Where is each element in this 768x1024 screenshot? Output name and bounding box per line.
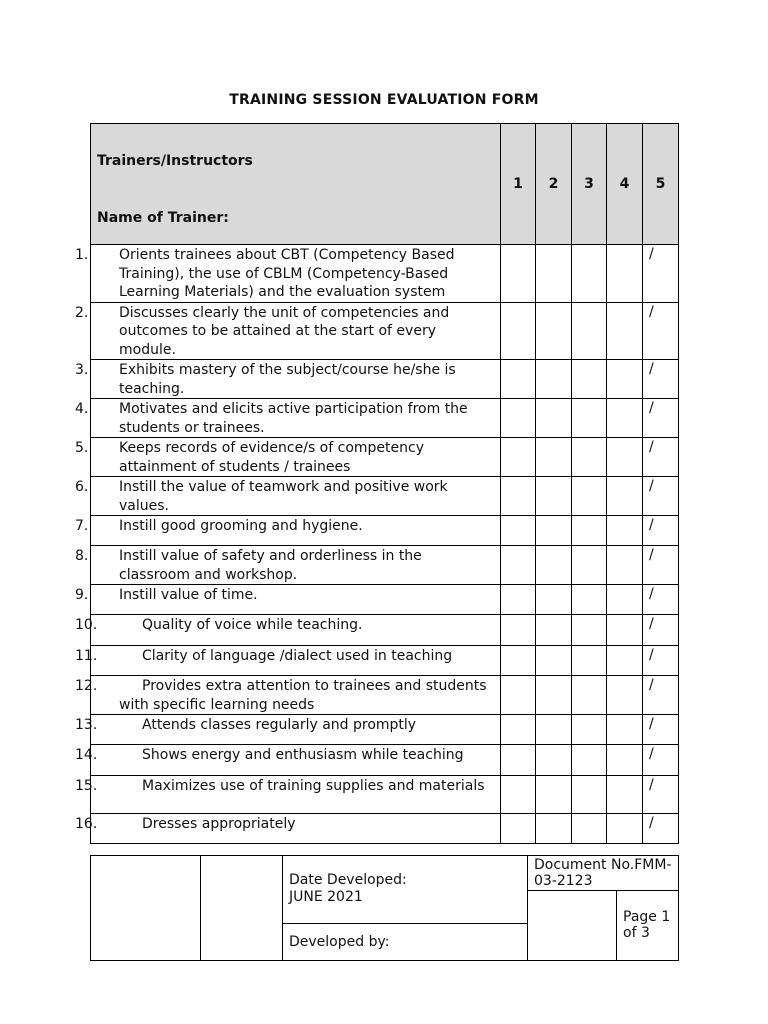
criterion-text-block xyxy=(75,400,494,437)
rating-cell-1[interactable] xyxy=(501,546,536,585)
rating-cell-2[interactable] xyxy=(536,776,572,814)
rating-cell-2[interactable] xyxy=(536,245,572,303)
rating-mark: / xyxy=(649,547,654,563)
rating-cell-1[interactable] xyxy=(501,615,536,646)
rating-cell-5[interactable] xyxy=(643,676,679,715)
criterion-number: 1. xyxy=(75,247,89,263)
rating-cell-5[interactable] xyxy=(643,585,679,615)
rating-cell-4[interactable] xyxy=(607,646,643,676)
table-row xyxy=(91,546,679,585)
criterion-text: Shows energy and enthusiasm while teaching xyxy=(142,747,464,763)
table-row xyxy=(91,360,679,399)
criterion-number: 3. xyxy=(75,362,89,378)
rating-cell-1[interactable] xyxy=(501,516,536,546)
rating-cell-5[interactable] xyxy=(643,715,679,745)
criterion-cell xyxy=(75,715,501,745)
criterion-text-block xyxy=(75,716,494,735)
document-number: Document No.FMM-03-2123 xyxy=(528,856,679,891)
rating-mark: / xyxy=(649,361,654,377)
criterion-text-block xyxy=(75,777,494,796)
table-row xyxy=(91,814,679,844)
name-of-trainer-label: Name of Trainer: xyxy=(97,210,229,226)
rating-cell-3[interactable] xyxy=(572,745,607,776)
rating-cell-2[interactable] xyxy=(536,399,572,438)
rating-cell-1[interactable] xyxy=(501,646,536,676)
rating-cell-4[interactable] xyxy=(607,360,643,399)
rating-cell-5[interactable] xyxy=(643,776,679,814)
rating-cell-1[interactable] xyxy=(501,360,536,399)
criterion-text-block xyxy=(75,478,494,515)
rating-cell-1[interactable] xyxy=(501,302,536,360)
header-label-cell xyxy=(91,124,501,245)
rating-cell-2[interactable] xyxy=(536,715,572,745)
rating-mark: / xyxy=(649,677,654,693)
rating-cell-3[interactable] xyxy=(572,585,607,615)
criterion-cell xyxy=(75,646,501,676)
rating-cell-4[interactable] xyxy=(607,745,643,776)
criterion-cell xyxy=(75,302,501,360)
rating-mark: / xyxy=(649,478,654,494)
table-row xyxy=(91,745,679,776)
table-row xyxy=(91,399,679,438)
criterion-number: 14. xyxy=(75,747,98,763)
date-developed-value: JUNE 2021 xyxy=(289,889,363,905)
criterion-cell xyxy=(75,776,501,814)
rating-cell-5[interactable] xyxy=(643,745,679,776)
criterion-number: 13. xyxy=(75,717,98,733)
criterion-cell xyxy=(75,814,501,844)
criterion-number: 2. xyxy=(75,304,89,321)
rating-cell-5[interactable] xyxy=(643,399,679,438)
rating-cell-3[interactable] xyxy=(572,360,607,399)
rating-cell-4[interactable] xyxy=(607,546,643,585)
criterion-number: 6. xyxy=(75,479,89,495)
criterion-text: Instill good grooming and hygiene. xyxy=(119,518,363,534)
rating-column-3: 3 xyxy=(572,124,607,245)
criterion-text-block xyxy=(75,439,494,476)
rating-cell-2[interactable] xyxy=(536,615,572,646)
rating-cell-1[interactable] xyxy=(501,399,536,438)
criterion-text: Instill value of safety and orderliness in the classroom and workshop. xyxy=(119,548,422,583)
rating-cell-1[interactable] xyxy=(501,585,536,615)
rating-cell-3[interactable] xyxy=(572,477,607,516)
criterion-text-block xyxy=(75,815,494,834)
criterion-number: 10. xyxy=(75,617,98,633)
rating-mark: / xyxy=(649,815,654,831)
rating-cell-3[interactable] xyxy=(572,646,607,676)
criterion-number: 8. xyxy=(75,548,89,564)
rating-cell-2[interactable] xyxy=(536,477,572,516)
rating-cell-2[interactable] xyxy=(536,360,572,399)
rating-cell-5[interactable] xyxy=(643,516,679,546)
criterion-cell xyxy=(75,546,501,585)
trainers-instructors-label: Trainers/Instructors xyxy=(97,153,253,169)
criterion-text: Motivates and elicits active participation from the students or trainees. xyxy=(119,401,468,436)
table-row xyxy=(91,477,679,516)
criterion-cell xyxy=(75,676,501,715)
rating-cell-2[interactable] xyxy=(536,646,572,676)
rating-mark: / xyxy=(649,400,654,416)
rating-cell-4[interactable] xyxy=(607,615,643,646)
rating-cell-3[interactable] xyxy=(572,546,607,585)
criterion-text: Orients trainees about CBT (Competency Based Training), the use of CBLM (Competency-Based Learning Materials) and the evaluation system xyxy=(119,247,455,300)
criterion-text-block xyxy=(75,586,494,605)
criterion-text-block xyxy=(75,246,494,302)
criterion-text-block xyxy=(75,361,494,398)
rating-cell-4[interactable] xyxy=(607,814,643,844)
page-info: Page 1 of 3 xyxy=(617,891,679,961)
table-row xyxy=(91,516,679,546)
criterion-text: Instill value of time. xyxy=(119,587,258,603)
rating-cell-5[interactable] xyxy=(643,615,679,646)
criterion-text-block xyxy=(75,547,494,584)
rating-cell-2[interactable] xyxy=(536,516,572,546)
rating-mark: / xyxy=(649,586,654,602)
rating-cell-3[interactable] xyxy=(572,814,607,844)
form-title: TRAINING SESSION EVALUATION FORM xyxy=(229,92,539,108)
criterion-text: Exhibits mastery of the subject/course he/she is teaching. xyxy=(119,362,456,397)
rating-cell-2[interactable] xyxy=(536,814,572,844)
rating-cell-3[interactable] xyxy=(572,245,607,303)
criterion-cell xyxy=(75,615,501,646)
criterion-text: Keeps records of evidence/s of competency attainment of students / trainees xyxy=(119,440,424,475)
table-row xyxy=(91,245,679,303)
table-header-row xyxy=(91,124,679,245)
criterion-text: Quality of voice while teaching. xyxy=(142,617,363,633)
footer-empty-cell xyxy=(528,891,617,961)
rating-mark: / xyxy=(649,517,654,533)
criterion-text-block xyxy=(75,517,494,536)
rating-mark: / xyxy=(649,616,654,632)
table-row xyxy=(91,676,679,715)
table-row xyxy=(91,776,679,814)
date-developed-cell xyxy=(283,856,528,924)
rating-cell-2[interactable] xyxy=(536,676,572,715)
criterion-number: 16. xyxy=(75,816,98,832)
criterion-number: 15. xyxy=(75,778,98,794)
footer-blank-cell xyxy=(201,856,283,961)
footer-logo-cell xyxy=(91,856,201,961)
rating-mark: / xyxy=(649,647,654,663)
criterion-cell xyxy=(75,585,501,615)
rating-cell-5[interactable] xyxy=(643,546,679,585)
rating-cell-4[interactable] xyxy=(607,585,643,615)
rating-cell-1[interactable] xyxy=(501,776,536,814)
table-row xyxy=(91,438,679,477)
date-developed-label: Date Developed: xyxy=(289,872,407,888)
criterion-text-block xyxy=(75,647,494,666)
rating-cell-1[interactable] xyxy=(501,438,536,477)
rating-mark: / xyxy=(649,777,654,793)
criterion-cell xyxy=(75,245,501,303)
rating-cell-3[interactable] xyxy=(572,399,607,438)
rating-cell-3[interactable] xyxy=(572,715,607,745)
rating-cell-4[interactable] xyxy=(607,715,643,745)
rating-cell-4[interactable] xyxy=(607,245,643,303)
rating-cell-5[interactable] xyxy=(643,646,679,676)
rating-column-4: 4 xyxy=(607,124,643,245)
rating-cell-5[interactable] xyxy=(643,302,679,360)
criterion-text-block xyxy=(75,677,494,714)
rating-column-2: 2 xyxy=(536,124,572,245)
table-row xyxy=(91,585,679,615)
rating-cell-5[interactable] xyxy=(643,438,679,477)
rating-cell-1[interactable] xyxy=(501,814,536,844)
criterion-cell xyxy=(75,399,501,438)
criterion-number: 7. xyxy=(75,518,89,534)
criterion-text: Dresses appropriately xyxy=(142,816,296,832)
criterion-cell xyxy=(75,360,501,399)
criterion-cell xyxy=(75,477,501,516)
rating-cell-5[interactable] xyxy=(643,245,679,303)
rating-cell-3[interactable] xyxy=(572,776,607,814)
criterion-number: 5. xyxy=(75,440,89,456)
rating-mark: / xyxy=(649,246,654,262)
criterion-number: 9. xyxy=(75,587,89,603)
criterion-text: Discusses clearly the unit of competencies and outcomes to be attained at the start of every module. xyxy=(119,304,450,358)
criterion-text: Attends classes regularly and promptly xyxy=(142,717,417,733)
rating-mark: / xyxy=(649,746,654,762)
criterion-text: Clarity of language /dialect used in teaching xyxy=(142,648,453,664)
criterion-text: Instill the value of teamwork and positive work values. xyxy=(119,479,448,514)
criterion-text-block xyxy=(75,746,494,765)
rating-cell-3[interactable] xyxy=(572,438,607,477)
rating-column-1: 1 xyxy=(501,124,536,245)
rating-cell-1[interactable] xyxy=(501,477,536,516)
criteria-body xyxy=(75,245,679,844)
criterion-text-block xyxy=(75,304,494,360)
evaluation-table xyxy=(75,123,679,844)
rating-cell-2[interactable] xyxy=(536,438,572,477)
rating-cell-4[interactable] xyxy=(607,302,643,360)
criterion-text: Provides extra attention to trainees and students with specific learning needs xyxy=(119,678,487,713)
rating-cell-4[interactable] xyxy=(607,516,643,546)
developed-by-label: Developed by: xyxy=(283,924,528,961)
rating-cell-3[interactable] xyxy=(572,676,607,715)
document-footer-table xyxy=(90,855,679,961)
rating-mark: / xyxy=(649,439,654,455)
rating-cell-5[interactable] xyxy=(643,360,679,399)
rating-cell-2[interactable] xyxy=(536,546,572,585)
criterion-number: 11. xyxy=(75,648,98,664)
rating-cell-1[interactable] xyxy=(501,745,536,776)
table-row xyxy=(91,615,679,646)
rating-cell-4[interactable] xyxy=(607,676,643,715)
criterion-text: Maximizes use of training supplies and materials xyxy=(142,778,485,794)
rating-cell-1[interactable] xyxy=(501,676,536,715)
table-row xyxy=(91,715,679,745)
table-row xyxy=(91,646,679,676)
criterion-cell xyxy=(75,438,501,477)
table-row xyxy=(91,302,679,360)
rating-cell-4[interactable] xyxy=(607,399,643,438)
rating-column-5: 5 xyxy=(643,124,679,245)
criterion-text-block xyxy=(75,616,494,635)
rating-cell-2[interactable] xyxy=(536,585,572,615)
rating-cell-4[interactable] xyxy=(607,438,643,477)
rating-cell-1[interactable] xyxy=(501,245,536,303)
rating-cell-3[interactable] xyxy=(572,516,607,546)
criterion-number: 12. xyxy=(75,678,98,694)
criterion-cell xyxy=(75,745,501,776)
criterion-number: 4. xyxy=(75,401,89,417)
rating-cell-2[interactable] xyxy=(536,302,572,360)
rating-cell-5[interactable] xyxy=(643,477,679,516)
rating-cell-2[interactable] xyxy=(536,745,572,776)
rating-cell-4[interactable] xyxy=(607,776,643,814)
rating-cell-1[interactable] xyxy=(501,715,536,745)
rating-mark: / xyxy=(649,716,654,732)
rating-cell-3[interactable] xyxy=(572,615,607,646)
rating-mark: / xyxy=(649,303,654,320)
rating-cell-3[interactable] xyxy=(572,302,607,360)
criterion-cell xyxy=(75,516,501,546)
rating-cell-5[interactable] xyxy=(643,814,679,844)
rating-cell-4[interactable] xyxy=(607,477,643,516)
